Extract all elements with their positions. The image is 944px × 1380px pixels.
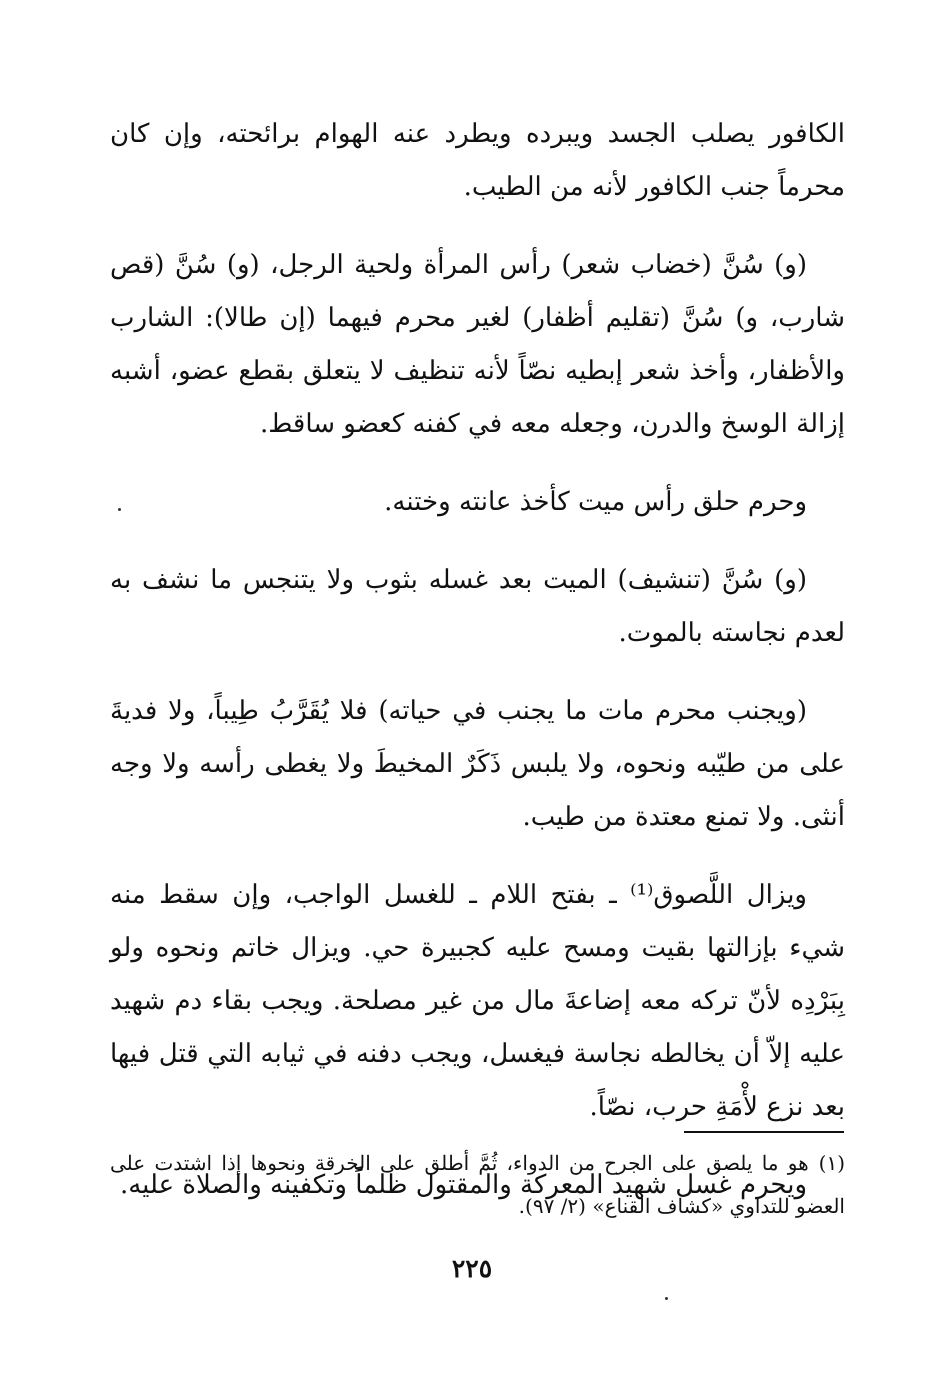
- paragraph-4: (و) سُنَّ (تنشيف) الميت بعد غسله بثوب ولا يتنجس ما نشف به لعدم نجاسته بالموت.: [110, 565, 845, 648]
- footnote-separator: [684, 1131, 844, 1133]
- footnote: [110, 1142, 845, 1228]
- scan-speck: [118, 508, 121, 511]
- footnote-text: هو ما يلصق على الجرح من الدواء، ثُمَّ أطلق على الخرقة ونحوها إذا اشتدت على العضو للتداوي «كشاف القناع» (٢/ ٩٧).: [110, 1151, 845, 1218]
- scan-speck: [665, 1297, 668, 1300]
- paragraph-2: (و) سُنَّ (خضاب شعر) رأس المرأة ولحية الرجل، (و) سُنَّ (قص شارب، و) سُنَّ (تقليم أظفار) لغير محرم فيهما (إن طالا): الشارب والأظفار، وأخذ شعر إبطيه نصّاً لأنه تنظيف لا يتعلق بقطع عضو، أشبه إزالة الوسخ والدرن، وجعله معه في كفنه كعضو ساقط.: [110, 250, 845, 439]
- paragraph-3: وحرم حلق رأس ميت كأخذ عانته وختنه.: [384, 487, 807, 517]
- paragraph-7: ويحرم غسل شهيد المعركة والمقتول ظلماً وتكفينه والصلاة عليه.: [119, 1170, 807, 1200]
- paragraph-6: ويزال اللَّصوق⁽¹⁾ ـ بفتح اللام ـ للغسل الواجب، وإن سقط منه شيء بإزالتها بقيت ومسح عليه كجبيرة حي. ويزال خاتم ونحوه ولو بِبَرْدِه لأنّ تركه معه إضاعةَ مال من غير مصلحة. ويجب بقاء دم شهيد عليه إلاّ أن يخالطه نجاسة فيغسل، ويجب دفنه في ثيابه التي قتل فيها بعد نزع لأْمَةِ حرب، نصّاً.: [110, 880, 845, 1122]
- paragraph-5: (ويجنب محرم مات ما يجنب في حياته) فلا يُقَرَّبُ طِيباً، ولا فديةَ على من طيّبه ونحوه، ولا يلبس ذَكَرٌ المخيطَ ولا يغطى رأسه ولا وجه أنثى. ولا تمنع معتدة من طيب.: [110, 696, 845, 832]
- page-number: ٢٢٥: [451, 1254, 493, 1283]
- footnote-marker: (١): [818, 1151, 845, 1175]
- body-text: [110, 108, 845, 1237]
- paragraph-1: الكافور يصلب الجسد ويبرده ويطرد عنه الهوام برائحته، وإن كان محرماً جنب الكافور لأنه من الطيب.: [110, 119, 845, 202]
